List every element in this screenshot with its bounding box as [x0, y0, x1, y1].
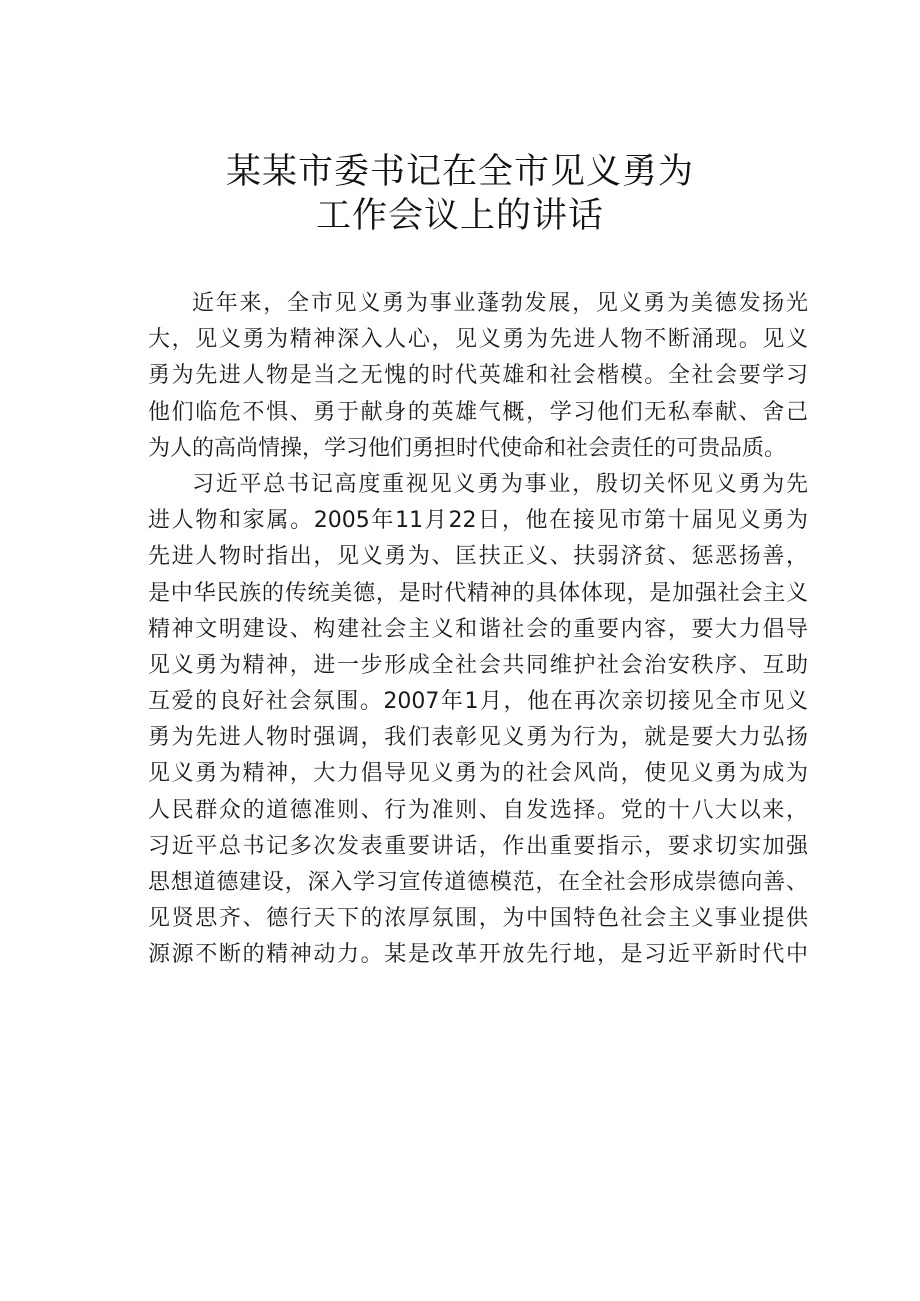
text-line: 源源不断的精神动力。某是改革开放先行地，是习近平新时代中 [148, 942, 808, 968]
title-line: 工作会议上的讲话 [315, 196, 604, 236]
text-line: 人民群众的道德准则、行为准则、自发选择。党的十八大以来， [148, 797, 808, 823]
text-line: 见义勇为精神，进一步形成全社会共同维护社会治安秩序、互助 [148, 652, 808, 678]
text-line: 进人物和家属。2005年11月22日，他在接见市第十届见义勇为 [148, 508, 808, 534]
text-line: 近年来，全市见义勇为事业蓬勃发展，见义勇为美德发扬光 [192, 291, 808, 316]
text-line: 见贤思齐、德行天下的浓厚氛围，为中国特色社会主义事业提供 [148, 906, 808, 932]
document-body [148, 286, 808, 974]
text-line: 精神文明建设、构建社会主义和谐社会的重要内容，要大力倡导 [148, 616, 808, 642]
text-line: 是中华民族的传统美德，是时代精神的具体体现，是加强社会主义 [148, 580, 808, 606]
text-line: 勇为先进人物是当之无愧的时代英雄和社会楷模。全社会要学习 [148, 363, 808, 389]
paragraph [148, 286, 808, 467]
title-line: 某某市委书记在全市见义勇为 [225, 152, 694, 192]
text-line: 先进人物时指出，见义勇为、匡扶正义、扶弱济贫、惩恶扬善， [148, 544, 808, 570]
text-line: 为人的高尚情操，学习他们勇担时代使命和社会责任的可贵品质。 [148, 435, 787, 461]
text-line: 他们临危不惧、勇于献身的英雄气概，学习他们无私奉献、舍己 [148, 399, 808, 425]
text-line: 大，见义勇为精神深入人心，见义勇为先进人物不断涌现。见义 [148, 327, 808, 353]
text-line: 思想道德建设，深入学习宣传道德模范，在全社会形成崇德向善、 [148, 870, 808, 895]
document-title [0, 150, 920, 238]
text-line: 见义勇为精神，大力倡导见义勇为的社会风尚，使见义勇为成为 [148, 761, 808, 787]
text-line: 互爱的良好社会氛围。2007年1月，他在再次亲切接见全市见义 [148, 689, 808, 715]
text-line: 勇为先进人物时强调，我们表彰见义勇为行为，就是要大力弘扬 [148, 725, 808, 751]
text-line: 习近平总书记多次发表重要讲话，作出重要指示，要求切实加强 [148, 833, 808, 859]
paragraph [148, 467, 808, 974]
text-line: 习近平总书记高度重视见义勇为事业，殷切关怀见义勇为先 [192, 471, 808, 497]
